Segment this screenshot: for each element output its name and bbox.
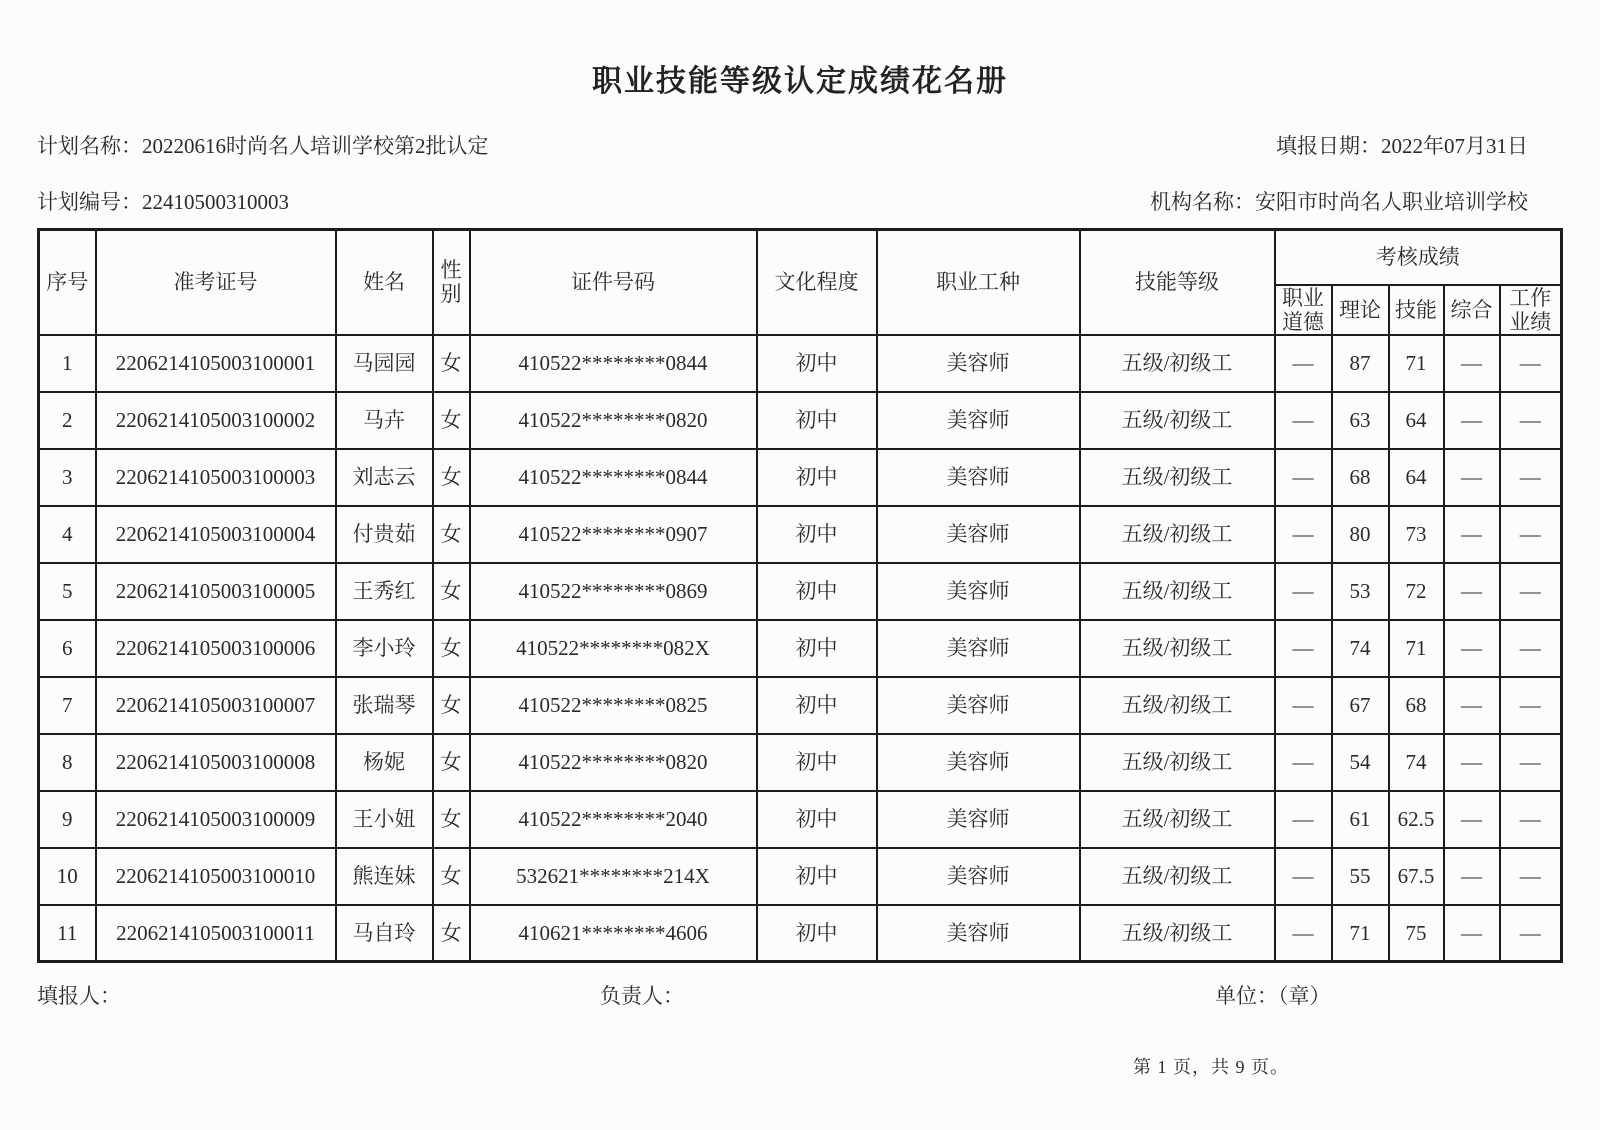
cell-theory: 74 xyxy=(1332,620,1389,677)
cell-education: 初中 xyxy=(757,734,877,791)
cell-work: — xyxy=(1500,563,1562,620)
plan-name-value: 20220616时尚名人培训学校第2批认定 xyxy=(142,134,489,158)
cell-name: 付贵茹 xyxy=(336,506,433,563)
cell-ethics: — xyxy=(1275,563,1332,620)
cell-comprehensive: — xyxy=(1444,392,1500,449)
plan-no xyxy=(37,186,289,216)
cell-level: 五级/初级工 xyxy=(1080,905,1275,962)
cell-exam-no: 2206214105003100008 xyxy=(96,734,336,791)
cell-no: 7 xyxy=(39,677,96,734)
cell-exam-no: 2206214105003100009 xyxy=(96,791,336,848)
cell-level: 五级/初级工 xyxy=(1080,449,1275,506)
cell-name: 马园园 xyxy=(336,335,433,392)
cell-education: 初中 xyxy=(757,905,877,962)
cell-no: 4 xyxy=(39,506,96,563)
cell-work: — xyxy=(1500,791,1562,848)
cell-skill: 71 xyxy=(1389,620,1444,677)
cell-occupation: 美容师 xyxy=(877,563,1080,620)
col-header-occupation: 职业工种 xyxy=(877,230,1080,335)
cell-name: 李小玲 xyxy=(336,620,433,677)
cell-gender: 女 xyxy=(433,563,470,620)
col-header-gender: 性别 xyxy=(433,230,470,335)
cell-theory: 71 xyxy=(1332,905,1389,962)
cell-occupation: 美容师 xyxy=(877,506,1080,563)
cell-name: 熊连妹 xyxy=(336,848,433,905)
cell-occupation: 美容师 xyxy=(877,449,1080,506)
cell-level: 五级/初级工 xyxy=(1080,506,1275,563)
cell-gender: 女 xyxy=(433,392,470,449)
cell-ethics: — xyxy=(1275,791,1332,848)
cell-occupation: 美容师 xyxy=(877,620,1080,677)
cell-education: 初中 xyxy=(757,335,877,392)
col-header-no: 序号 xyxy=(39,230,96,335)
cell-ethics: — xyxy=(1275,905,1332,962)
cell-level: 五级/初级工 xyxy=(1080,734,1275,791)
cell-ethics: — xyxy=(1275,848,1332,905)
cell-theory: 61 xyxy=(1332,791,1389,848)
table-row xyxy=(39,392,1562,449)
manager-label: 负责人： xyxy=(600,984,684,1008)
cell-id-no: 532621********214X xyxy=(470,848,757,905)
plan-name-label: 计划名称： xyxy=(37,134,142,158)
cell-level: 五级/初级工 xyxy=(1080,791,1275,848)
cell-ethics: — xyxy=(1275,449,1332,506)
cell-name: 王秀红 xyxy=(336,563,433,620)
report-date-value: 2022年07月31日 xyxy=(1381,134,1528,158)
cell-skill: 64 xyxy=(1389,449,1444,506)
cell-education: 初中 xyxy=(757,563,877,620)
cell-skill: 62.5 xyxy=(1389,791,1444,848)
cell-gender: 女 xyxy=(433,848,470,905)
cell-no: 10 xyxy=(39,848,96,905)
org-name-value: 安阳市时尚名人职业培训学校 xyxy=(1255,190,1528,214)
cell-level: 五级/初级工 xyxy=(1080,335,1275,392)
cell-theory: 63 xyxy=(1332,392,1389,449)
cell-id-no: 410522********0869 xyxy=(470,563,757,620)
filler-label: 填报人： xyxy=(37,984,121,1008)
report-date xyxy=(1276,130,1528,160)
cell-name: 刘志云 xyxy=(336,449,433,506)
page-title: 职业技能等级认定成绩花名册 xyxy=(592,65,1008,98)
cell-gender: 女 xyxy=(433,506,470,563)
cell-education: 初中 xyxy=(757,791,877,848)
plan-no-label: 计划编号： xyxy=(37,190,142,214)
cell-level: 五级/初级工 xyxy=(1080,392,1275,449)
table-wrap xyxy=(37,228,1563,963)
col-header-id-no: 证件号码 xyxy=(470,230,757,335)
cell-education: 初中 xyxy=(757,449,877,506)
col-header-education: 文化程度 xyxy=(757,230,877,335)
col-header-skill: 技能 xyxy=(1389,285,1444,335)
cell-gender: 女 xyxy=(433,449,470,506)
cell-skill: 67.5 xyxy=(1389,848,1444,905)
cell-education: 初中 xyxy=(757,848,877,905)
cell-gender: 女 xyxy=(433,734,470,791)
unit-seal-label: 单位：（章） xyxy=(1215,984,1331,1008)
cell-no: 1 xyxy=(39,335,96,392)
cell-level: 五级/初级工 xyxy=(1080,848,1275,905)
cell-exam-no: 2206214105003100006 xyxy=(96,620,336,677)
cell-id-no: 410522********2040 xyxy=(470,791,757,848)
cell-id-no: 410522********0820 xyxy=(470,392,757,449)
cell-exam-no: 2206214105003100003 xyxy=(96,449,336,506)
cell-ethics: — xyxy=(1275,734,1332,791)
col-header-theory: 理论 xyxy=(1332,285,1389,335)
cell-exam-no: 2206214105003100007 xyxy=(96,677,336,734)
cell-theory: 67 xyxy=(1332,677,1389,734)
cell-name: 王小妞 xyxy=(336,791,433,848)
cell-comprehensive: — xyxy=(1444,335,1500,392)
cell-gender: 女 xyxy=(433,677,470,734)
cell-comprehensive: — xyxy=(1444,620,1500,677)
cell-exam-no: 2206214105003100001 xyxy=(96,335,336,392)
cell-theory: 53 xyxy=(1332,563,1389,620)
cell-occupation: 美容师 xyxy=(877,335,1080,392)
cell-exam-no: 2206214105003100002 xyxy=(96,392,336,449)
cell-level: 五级/初级工 xyxy=(1080,563,1275,620)
cell-skill: 72 xyxy=(1389,563,1444,620)
cell-theory: 54 xyxy=(1332,734,1389,791)
cell-name: 马卉 xyxy=(336,392,433,449)
plan-no-value: 22410500310003 xyxy=(142,190,289,214)
cell-id-no: 410522********0907 xyxy=(470,506,757,563)
cell-gender: 女 xyxy=(433,335,470,392)
cell-theory: 68 xyxy=(1332,449,1389,506)
cell-theory: 55 xyxy=(1332,848,1389,905)
cell-comprehensive: — xyxy=(1444,563,1500,620)
table-body xyxy=(39,335,1562,962)
cell-id-no: 410621********4606 xyxy=(470,905,757,962)
cell-work: — xyxy=(1500,335,1562,392)
cell-no: 2 xyxy=(39,392,96,449)
cell-no: 6 xyxy=(39,620,96,677)
cell-no: 11 xyxy=(39,905,96,962)
cell-occupation: 美容师 xyxy=(877,848,1080,905)
meta-row-1 xyxy=(37,130,1528,160)
col-header-exam-no: 准考证号 xyxy=(96,230,336,335)
cell-comprehensive: — xyxy=(1444,791,1500,848)
cell-name: 杨妮 xyxy=(336,734,433,791)
cell-no: 3 xyxy=(39,449,96,506)
cell-theory: 87 xyxy=(1332,335,1389,392)
org-name xyxy=(1150,186,1528,216)
cell-id-no: 410522********0844 xyxy=(470,335,757,392)
cell-education: 初中 xyxy=(757,620,877,677)
table-row xyxy=(39,335,1562,392)
org-name-label: 机构名称： xyxy=(1150,190,1255,214)
cell-id-no: 410522********0820 xyxy=(470,734,757,791)
cell-gender: 女 xyxy=(433,791,470,848)
cell-theory: 80 xyxy=(1332,506,1389,563)
table-row xyxy=(39,848,1562,905)
cell-gender: 女 xyxy=(433,905,470,962)
score-roster-table xyxy=(37,228,1563,963)
meta-row-2 xyxy=(37,186,1528,216)
table-row xyxy=(39,449,1562,506)
cell-occupation: 美容师 xyxy=(877,905,1080,962)
cell-comprehensive: — xyxy=(1444,905,1500,962)
cell-exam-no: 2206214105003100004 xyxy=(96,506,336,563)
cell-occupation: 美容师 xyxy=(877,677,1080,734)
cell-skill: 74 xyxy=(1389,734,1444,791)
cell-id-no: 410522********082X xyxy=(470,620,757,677)
cell-ethics: — xyxy=(1275,335,1332,392)
cell-id-no: 410522********0825 xyxy=(470,677,757,734)
cell-work: — xyxy=(1500,734,1562,791)
cell-education: 初中 xyxy=(757,677,877,734)
cell-exam-no: 2206214105003100011 xyxy=(96,905,336,962)
cell-work: — xyxy=(1500,905,1562,962)
table-row xyxy=(39,506,1562,563)
cell-ethics: — xyxy=(1275,392,1332,449)
cell-no: 8 xyxy=(39,734,96,791)
cell-ethics: — xyxy=(1275,677,1332,734)
col-header-work: 工作业绩 xyxy=(1500,285,1562,335)
col-header-name: 姓名 xyxy=(336,230,433,335)
cell-level: 五级/初级工 xyxy=(1080,620,1275,677)
cell-ethics: — xyxy=(1275,506,1332,563)
cell-gender: 女 xyxy=(433,620,470,677)
cell-education: 初中 xyxy=(757,506,877,563)
cell-skill: 68 xyxy=(1389,677,1444,734)
cell-name: 马自玲 xyxy=(336,905,433,962)
cell-work: — xyxy=(1500,620,1562,677)
cell-exam-no: 2206214105003100005 xyxy=(96,563,336,620)
cell-comprehensive: — xyxy=(1444,506,1500,563)
cell-work: — xyxy=(1500,449,1562,506)
cell-name: 张瑞琴 xyxy=(336,677,433,734)
col-header-level: 技能等级 xyxy=(1080,230,1275,335)
cell-id-no: 410522********0844 xyxy=(470,449,757,506)
cell-occupation: 美容师 xyxy=(877,791,1080,848)
cell-skill: 73 xyxy=(1389,506,1444,563)
cell-work: — xyxy=(1500,392,1562,449)
cell-skill: 64 xyxy=(1389,392,1444,449)
cell-comprehensive: — xyxy=(1444,734,1500,791)
cell-education: 初中 xyxy=(757,392,877,449)
cell-level: 五级/初级工 xyxy=(1080,677,1275,734)
cell-ethics: — xyxy=(1275,620,1332,677)
table-row xyxy=(39,791,1562,848)
cell-comprehensive: — xyxy=(1444,677,1500,734)
col-header-ethics: 职业道德 xyxy=(1275,285,1332,335)
cell-no: 9 xyxy=(39,791,96,848)
page-info: 第 1 页，共 9 页。 xyxy=(1133,1057,1289,1077)
plan-name xyxy=(37,130,489,160)
cell-work: — xyxy=(1500,848,1562,905)
cell-skill: 71 xyxy=(1389,335,1444,392)
cell-work: — xyxy=(1500,506,1562,563)
cell-exam-no: 2206214105003100010 xyxy=(96,848,336,905)
table-row xyxy=(39,734,1562,791)
col-header-scores-group: 考核成绩 xyxy=(1275,230,1562,285)
table-row xyxy=(39,620,1562,677)
table-row xyxy=(39,563,1562,620)
cell-occupation: 美容师 xyxy=(877,734,1080,791)
cell-comprehensive: — xyxy=(1444,848,1500,905)
cell-comprehensive: — xyxy=(1444,449,1500,506)
report-date-label: 填报日期： xyxy=(1276,134,1381,158)
table-row xyxy=(39,905,1562,962)
col-header-comprehensive: 综合 xyxy=(1444,285,1500,335)
cell-no: 5 xyxy=(39,563,96,620)
table-row xyxy=(39,677,1562,734)
cell-occupation: 美容师 xyxy=(877,392,1080,449)
cell-work: — xyxy=(1500,677,1562,734)
cell-skill: 75 xyxy=(1389,905,1444,962)
